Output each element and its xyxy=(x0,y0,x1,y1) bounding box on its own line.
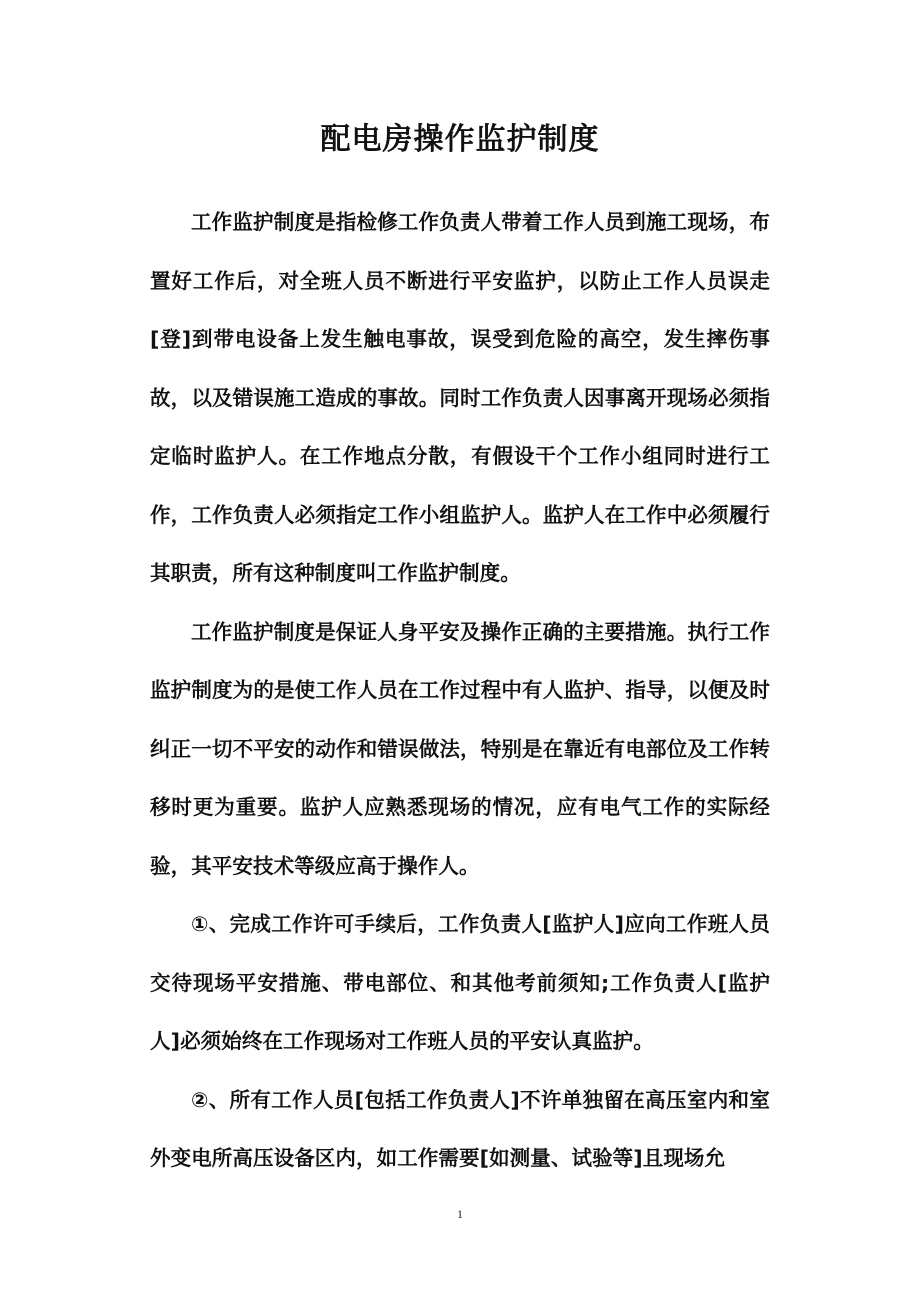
paragraph-4: ②、所有工作人员[包括工作负责人]不许单独留在高压室内和室外变电所高压设备区内，如工作需要[如测量、试验等]且现场允 xyxy=(150,1087,770,1170)
document-body xyxy=(150,193,770,1188)
paragraph-2: 工作监护制度是保证人身平安及操作正确的主要措施。执行工作监护制度为的是使工作人员在工作过程中有人监护、指导，以便及时纠正一切不平安的动作和错误做法，特别是在靠近有电部位及工作转移时更为重要。监护人应熟悉现场的情况，应有电气工作的实际经验，其平安技术等级应高于操作人。 xyxy=(150,619,770,878)
paragraph-1: 工作监护制度是指检修工作负责人带着工作人员到施工现场，布置好工作后，对全班人员不断进行平安监护，以防止工作人员误走[登]到带电设备上发生触电事故，误受到危险的高空，发生摔伤事故，以及错误施工造成的事故。同时工作负责人因事离开现场必须指定临时监护人。在工作地点分散，有假设干个工作小组同时进行工作，工作负责人必须指定工作小组监护人。监护人在工作中必须履行其职责，所有这种制度叫工作监护制度。 xyxy=(150,210,770,585)
document-title: 配电房操作监护制度 xyxy=(320,122,600,157)
paragraph-3: ①、完成工作许可手续后，工作负责人[监护人]应向工作班人员交待现场平安措施、带电部位、和其他考前须知;工作负责人[监护人]必须始终在工作现场对工作班人员的平安认真监护。 xyxy=(150,912,770,1053)
page-number: 1 xyxy=(457,1207,463,1221)
